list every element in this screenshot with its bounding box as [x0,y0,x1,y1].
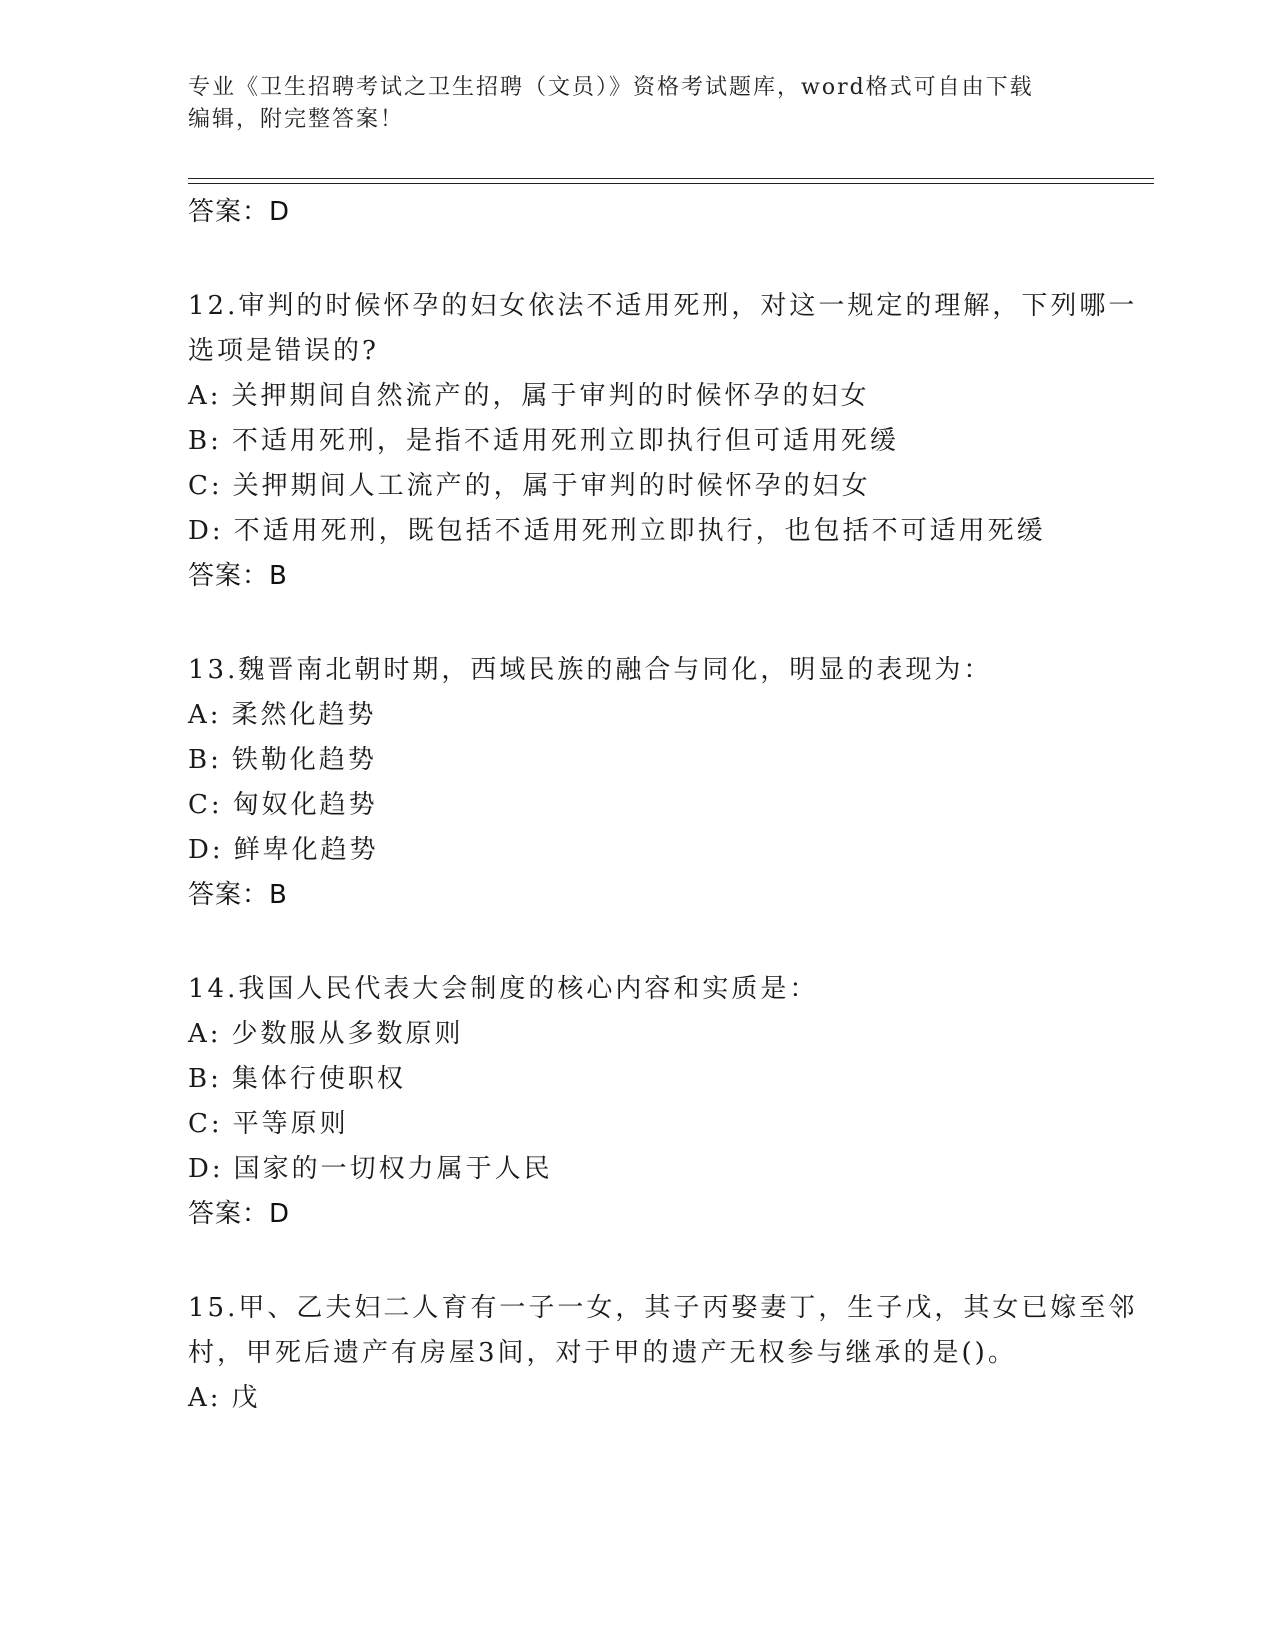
header-rule-top [188,178,1154,179]
header-line-1: 专业《卫生招聘考试之卫生招聘（文员）》资格考试题库，word格式可自由下载 [188,75,1034,100]
option-b [188,1057,1148,1102]
question-12 [188,284,1148,594]
header-line-2: 编辑，附完整答案！ [188,107,405,132]
answer-label: 答案：B [188,880,288,910]
option-text: 国家的一切权力属于人民 [233,1154,553,1184]
option-b [188,738,1148,783]
option-text: 集体行使职权 [231,1064,406,1094]
option-c [188,783,1148,828]
question-15 [188,1286,1148,1421]
option-text: 平等原则 [232,1109,349,1139]
option-letter: C: [188,1109,223,1139]
option-c [188,1102,1148,1147]
question-13 [188,648,1148,913]
option-text: 关押期间人工流产的，属于审判的时候怀孕的妇女 [232,471,871,501]
question-text: 15.甲、乙夫妇二人育有一子一女，其子丙娶妻丁，生子戊，其女已嫁至邻村，甲死后遗产有房屋3间，对于甲的遗产无权参与继承的是()。 [188,1293,1138,1368]
previous-answer: 答案：D [188,197,291,227]
header-rule-bottom [188,183,1154,184]
option-text: 戊 [231,1383,261,1413]
option-letter: D: [188,835,224,865]
option-text: 不适用死刑，既包括不适用死刑立即执行，也包括不可适用死缓 [233,516,1046,546]
option-text: 不适用死刑，是指不适用死刑立即执行但可适用死缓 [231,426,899,456]
option-letter: D: [188,516,224,546]
option-text: 铁勒化趋势 [231,745,377,775]
answer-label: 答案：D [188,1199,291,1229]
option-a [188,693,1148,738]
question-text: 14.我国人民代表大会制度的核心内容和实质是： [188,974,819,1004]
option-text: 鲜卑化趋势 [233,835,379,865]
option-letter: A: [188,1383,222,1413]
option-letter: A: [188,1019,222,1049]
option-letter: A: [188,381,222,411]
question-text: 12.审判的时候怀孕的妇女依法不适用死刑，对这一规定的理解，下列哪一选项是错误的? [188,291,1138,366]
option-letter: A: [188,700,222,730]
option-letter: C: [188,471,223,501]
option-letter: C: [188,790,223,820]
option-d [188,828,1148,873]
answer-label: 答案：B [188,561,288,591]
option-a [188,374,1148,419]
option-text: 少数服从多数原则 [231,1019,464,1049]
option-letter: B: [188,745,222,775]
option-text: 柔然化趋势 [231,700,377,730]
option-a [188,1376,1148,1421]
option-d [188,509,1148,554]
option-text: 匈奴化趋势 [232,790,378,820]
option-text: 关押期间自然流产的，属于审判的时候怀孕的妇女 [231,381,870,411]
option-d [188,1147,1148,1192]
question-list [188,190,1148,1421]
option-letter: B: [188,426,222,456]
option-letter: D: [188,1154,224,1184]
option-letter: B: [188,1064,222,1094]
option-c [188,464,1148,509]
question-text: 13.魏晋南北朝时期，西域民族的融合与同化，明显的表现为： [188,655,993,685]
question-14 [188,967,1148,1232]
option-b [188,419,1148,464]
option-a [188,1012,1148,1057]
document-header [188,72,1088,136]
